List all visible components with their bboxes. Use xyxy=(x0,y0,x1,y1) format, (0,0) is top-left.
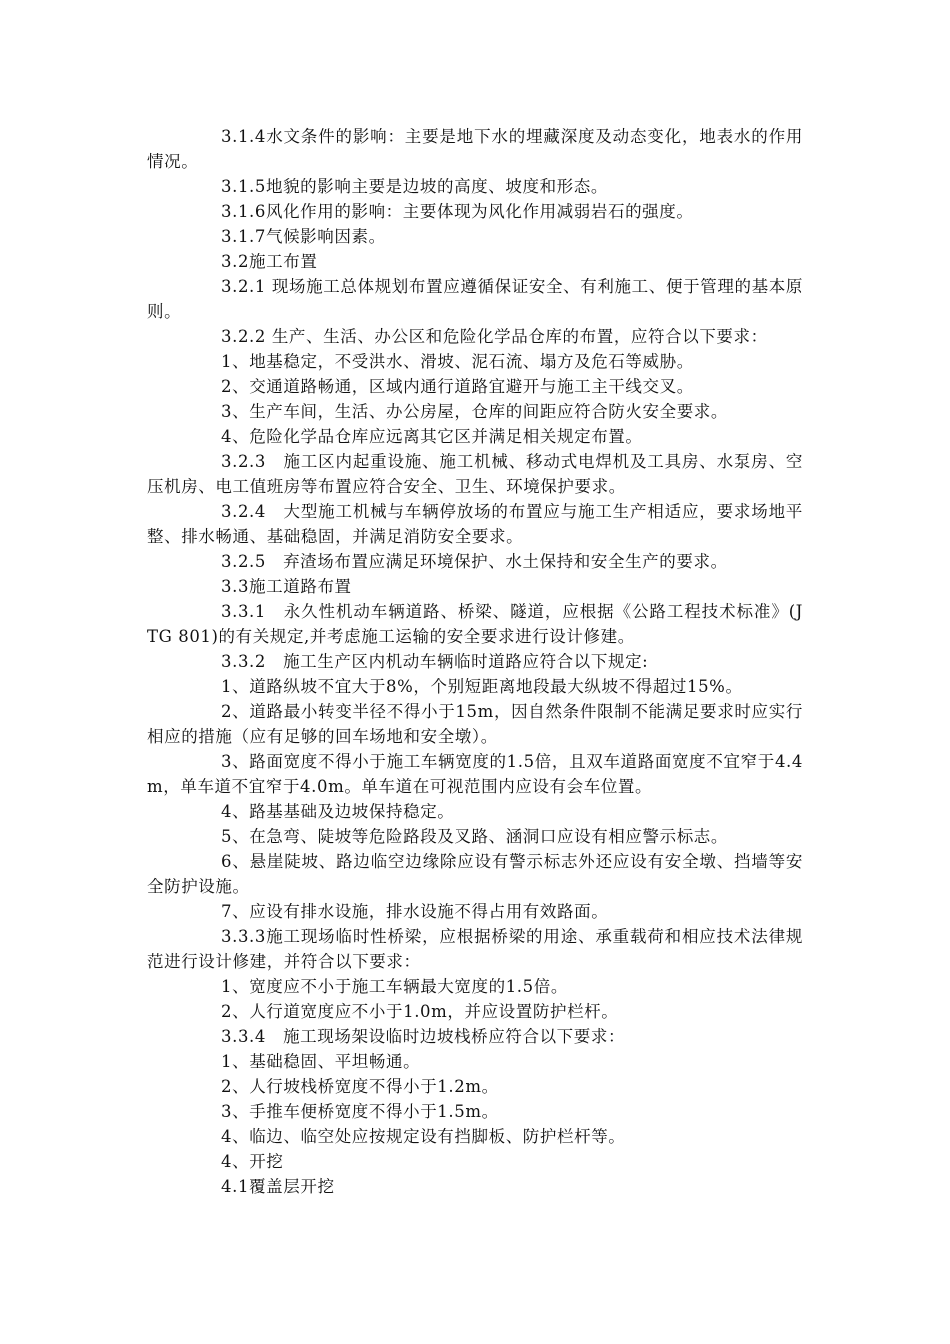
list-item: 3、生产车间，生活、办公房屋，仓库的间距应符合防火安全要求。 xyxy=(221,402,728,421)
list-item: 2、道路最小转变半径不得小于15m，因自然条件限制不能满足要求时应实行相应的措施（应有足够的回车场地和安全墩）。 xyxy=(147,702,803,746)
list-item: 3、手推车便桥宽度不得小于1.5m。 xyxy=(221,1102,499,1121)
list-item: 3、路面宽度不得小于施工车辆宽度的1.5倍，且双车道路面宽度不宜窄于4.4m，单车道不宜窄于4.0m。单车道在可视范围内应设有会车位置。 xyxy=(147,752,803,796)
list-item: 2、人行道宽度应不小于1.0m，并应设置防护栏杆。 xyxy=(221,1002,619,1021)
list-item: 2、人行坡栈桥宽度不得小于1.2m。 xyxy=(221,1077,499,1096)
paragraph-3-3-3: 3.3.3施工现场临时性桥梁，应根据桥梁的用途、承重载荷和相应技术法律规范进行设计修建，并符合以下要求： xyxy=(147,927,803,971)
list-item: 1、道路纵坡不宜大于8%，个别短距离地段最大纵坡不得超过15%。 xyxy=(221,677,743,696)
heading-4-1: 4.1覆盖层开挖 xyxy=(221,1177,335,1196)
document-body xyxy=(147,124,803,1199)
paragraph-3-2-1: 3.2.1 现场施工总体规划布置应遵循保证安全、有利施工、便于管理的基本原则。 xyxy=(147,277,803,321)
heading-4: 4、开挖 xyxy=(221,1152,284,1171)
paragraph-3-3-2: 3.3.2 施工生产区内机动车辆临时道路应符合以下规定: xyxy=(221,652,649,671)
list-item: 2、交通道路畅通，区域内通行道路宜避开与施工主干线交叉。 xyxy=(221,377,694,396)
paragraph-3-2-5: 3.2.5 弃渣场布置应满足环境保护、水土保持和安全生产的要求。 xyxy=(221,552,728,571)
list-item: 5、在急弯、陡坡等危险路段及叉路、涵洞口应设有相应警示标志。 xyxy=(221,827,728,846)
list-item: 4、临边、临空处应按规定设有挡脚板、防护栏杆等。 xyxy=(221,1127,626,1146)
paragraph-3-1-4: 3.1.4水文条件的影响：主要是地下水的埋藏深度及动态变化，地表水的作用情况。 xyxy=(147,127,803,171)
paragraph-3-2-2: 3.2.2 生产、生活、办公区和危险化学品仓库的布置，应符合以下要求： xyxy=(221,327,768,346)
list-item: 1、宽度应不小于施工车辆最大宽度的1.5倍。 xyxy=(221,977,568,996)
paragraph-3-3-4: 3.3.4 施工现场架设临时边坡栈桥应符合以下要求： xyxy=(221,1027,626,1046)
list-item: 7、应设有排水设施，排水设施不得占用有效路面。 xyxy=(221,902,609,921)
paragraph-3-2-4: 3.2.4 大型施工机械与车辆停放场的布置应与施工生产相适应，要求场地平整、排水畅通、基础稳固，并满足消防安全要求。 xyxy=(147,502,803,546)
paragraph-3-2-3: 3.2.3 施工区内起重设施、施工机械、移动式电焊机及工具房、水泵房、空压机房、电工值班房等布置应符合安全、卫生、环境保护要求。 xyxy=(147,452,803,496)
list-item: 4、路基基础及边坡保持稳定。 xyxy=(221,802,455,821)
paragraph-3-1-6: 3.1.6风化作用的影响：主要体现为风化作用减弱岩石的强度。 xyxy=(221,202,694,221)
paragraph-3-1-5: 3.1.5地貌的影响主要是边坡的高度、坡度和形态。 xyxy=(221,177,608,196)
heading-3-2: 3.2施工布置 xyxy=(221,252,318,271)
list-item: 1、基础稳固、平坦畅通。 xyxy=(221,1052,421,1071)
paragraph-3-3-1: 3.3.1 永久性机动车辆道路、桥梁、隧道，应根据《公路工程技术标准》(JTG 801)的有关规定,并考虑施工运输的安全要求进行设计修建。 xyxy=(147,602,803,646)
paragraph-3-1-7: 3.1.7气候影响因素。 xyxy=(221,227,386,246)
heading-3-3: 3.3施工道路布置 xyxy=(221,577,352,596)
list-item: 4、危险化学品仓库应远离其它区并满足相关规定布置。 xyxy=(221,427,643,446)
list-item: 6、悬崖陡坡、路边临空边缘除应设有警示标志外还应设有安全墩、挡墙等安全防护设施。 xyxy=(147,852,803,896)
list-item: 1、地基稳定，不受洪水、滑坡、泥石流、塌方及危石等威胁。 xyxy=(221,352,694,371)
